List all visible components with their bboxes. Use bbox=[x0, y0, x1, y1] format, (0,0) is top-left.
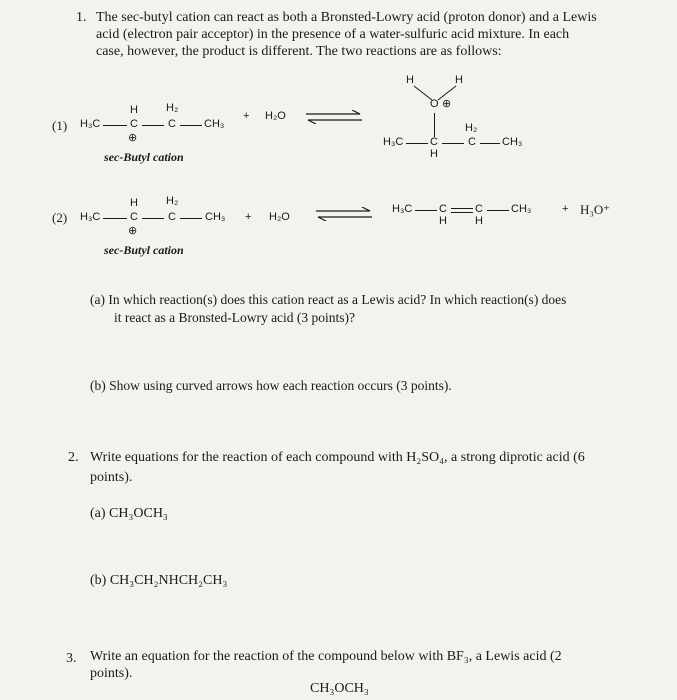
atom-c-cation: C bbox=[130, 118, 138, 130]
single-bond bbox=[180, 125, 202, 126]
atom-ch3: CH₃ bbox=[502, 136, 523, 148]
atom-h: H bbox=[130, 197, 138, 209]
plus-sign: + bbox=[245, 211, 252, 223]
atom-c: C bbox=[168, 118, 176, 130]
single-bond bbox=[142, 218, 164, 219]
atom-ch3: CH₃ bbox=[204, 118, 225, 130]
single-bond bbox=[415, 210, 437, 211]
positive-charge-icon: ⊕ bbox=[128, 132, 138, 144]
atom-h: H bbox=[430, 148, 438, 160]
single-bond bbox=[103, 218, 127, 219]
water: H₂O bbox=[269, 211, 290, 223]
atom-h: H bbox=[406, 74, 414, 86]
atom-h: H bbox=[439, 215, 447, 227]
question-1-intro-line2: acid (electron pair acceptor) in the presence of a water-sulfuric acid mixture. In each bbox=[96, 27, 570, 42]
hydronium: H₃O⁺ bbox=[580, 202, 611, 217]
single-bond bbox=[142, 125, 164, 126]
plus-sign: + bbox=[243, 110, 250, 122]
atom-h3c: H₃C bbox=[80, 118, 101, 130]
equilibrium-arrow-icon bbox=[304, 110, 364, 124]
atom-c: C bbox=[439, 203, 447, 215]
atom-h2: H₂ bbox=[166, 102, 179, 114]
question-1-intro-line1: The sec-butyl cation can react as both a Bronsted-Lowry acid (proton donor) and a Lewis bbox=[96, 10, 597, 25]
atom-h2: H₂ bbox=[166, 195, 179, 207]
atom-h2: H₂ bbox=[465, 122, 478, 134]
question-1-intro-line3: case, however, the product is different. The two reactions are as follows: bbox=[96, 44, 502, 59]
atom-h3c: H₃C bbox=[383, 136, 404, 148]
atom-o: O bbox=[430, 98, 439, 110]
question-3-line1: Write an equation for the reaction of the compound below with BF₃, a Lewis acid (2 bbox=[90, 649, 562, 664]
cation-name-1: sec-Butyl cation bbox=[104, 150, 184, 164]
question-1-number: 1. bbox=[76, 10, 87, 25]
question-2-line1: Write equations for the reaction of each compound with H₂SO₄, a strong diprotic acid (6 bbox=[90, 450, 585, 465]
positive-charge-icon: ⊕ bbox=[442, 98, 452, 110]
atom-c: C bbox=[475, 203, 483, 215]
equilibrium-arrow-icon bbox=[314, 207, 374, 221]
question-2a: (a) CH₃OCH₃ bbox=[90, 506, 168, 521]
single-bond bbox=[480, 143, 500, 144]
atom-h: H bbox=[475, 215, 483, 227]
question-2b: (b) CH₃CH₂NHCH₂CH₃ bbox=[90, 573, 228, 588]
atom-c: C bbox=[430, 136, 438, 148]
question-3-compound: CH₃OCH₃ bbox=[310, 681, 369, 696]
reaction-2-label: (2) bbox=[52, 210, 68, 225]
positive-charge-icon: ⊕ bbox=[128, 225, 138, 237]
single-bond bbox=[103, 125, 127, 126]
question-1b: (b) Show using curved arrows how each reaction occurs (3 points). bbox=[90, 378, 452, 393]
atom-ch3: CH₃ bbox=[205, 211, 226, 223]
atom-c: C bbox=[468, 136, 476, 148]
atom-h: H bbox=[455, 74, 463, 86]
water: H₂O bbox=[265, 110, 286, 122]
cation-name-2: sec-Butyl cation bbox=[104, 243, 184, 257]
atom-c-cation: C bbox=[130, 211, 138, 223]
atom-c: C bbox=[168, 211, 176, 223]
double-bond-bottom bbox=[451, 212, 473, 213]
question-1a-line2: it react as a Bronsted-Lowry acid (3 points)? bbox=[114, 310, 356, 325]
question-2-number: 2. bbox=[68, 450, 79, 465]
question-2-line2: points). bbox=[90, 470, 133, 485]
reaction-1-label: (1) bbox=[52, 118, 68, 133]
question-3-number: 3. bbox=[66, 651, 77, 666]
single-bond bbox=[487, 210, 509, 211]
c-o-bond bbox=[434, 113, 435, 137]
double-bond-top bbox=[451, 208, 473, 209]
single-bond bbox=[180, 218, 202, 219]
atom-h3c: H₃C bbox=[392, 203, 413, 215]
question-1a-line1: (a) In which reaction(s) does this cation react as a Lewis acid? In which reaction(s) does bbox=[90, 292, 567, 307]
atom-h: H bbox=[130, 104, 138, 116]
single-bond bbox=[442, 143, 464, 144]
plus-sign: + bbox=[562, 203, 569, 215]
single-bond bbox=[406, 143, 428, 144]
question-3-line2: points). bbox=[90, 666, 133, 681]
atom-h3c: H₃C bbox=[80, 211, 101, 223]
atom-ch3: CH₃ bbox=[511, 203, 532, 215]
